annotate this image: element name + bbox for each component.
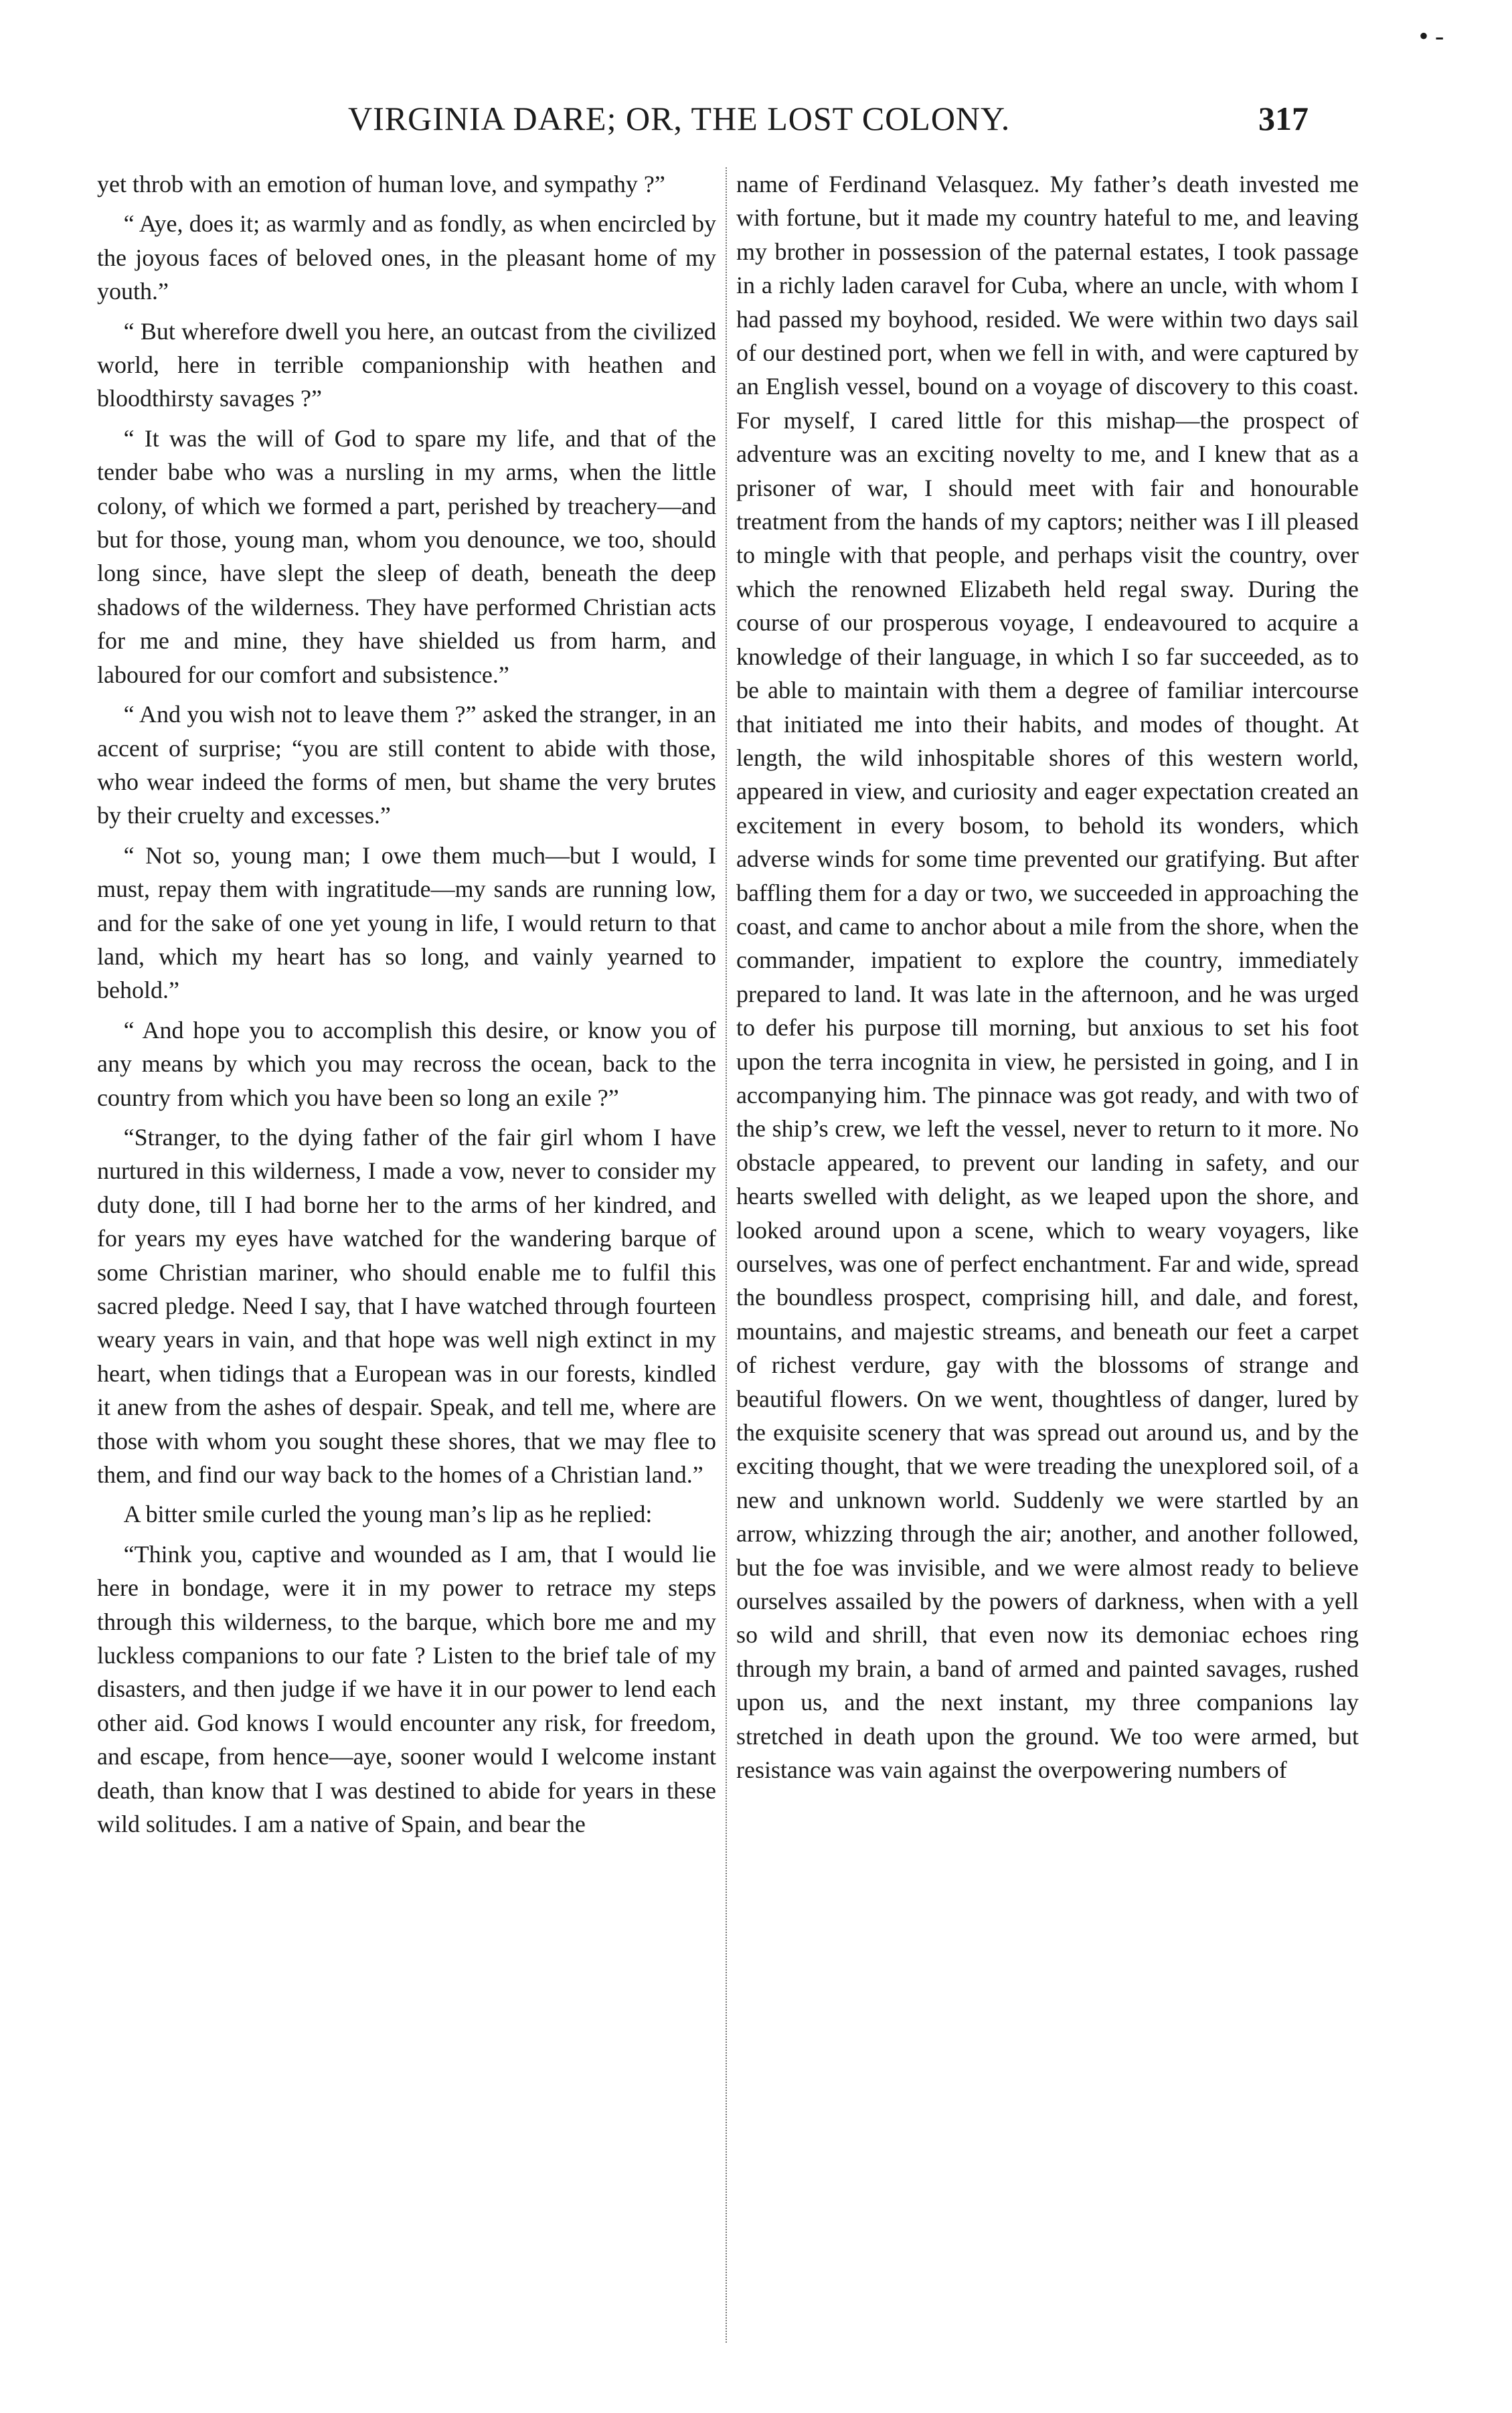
running-title: VIRGINIA DARE; OR, THE LOST COLONY. — [348, 100, 1011, 137]
paragraph: “Stranger, to the dying father of the fair girl whom I have nurtured in this wilderness, I made a vow, never to consider my duty done, till I had borne her to the arms of her kindred, and for years my eyes have watched for the wandering barque of some Christian mariner, who should enable me to fulfil this sacred pledge. Need I say, that I have watched through fourteen weary years in vain, and that hope was well nigh extinct in my heart, when tidings that a European was in our forests, kindled it anew from the ashes of despair. Speak, and tell me, where are those with whom you sought these shores, that we may flee to them, and find our way back to the homes of a Christian land.” — [97, 1123, 716, 1489]
paragraph: yet throb with an emotion of human love, and sympathy ?” — [97, 171, 665, 197]
column-divider — [726, 167, 727, 2343]
paragraph: “ Not so, young man; I owe them much—but I would, I must, repay them with ingratitude—my sands are running low, and for the sake of one yet young in life, I would return to that land, which my heart has so long, and vainly yearned to behold.” — [97, 841, 716, 1004]
page-header — [348, 99, 1352, 146]
paragraph: “ And hope you to accomplish this desire, or know you of any means by which you may recross the ocean, back to the country from which you have been so long an exile ?” — [97, 1016, 716, 1111]
paragraph: A bitter smile curled the young man’s lip as he replied: — [123, 1501, 653, 1528]
paragraph: “Think you, captive and wounded as I am, that I would lie here in bondage, were it in my power to retrace my steps through this wilderness, to the barque, which bore me and my luckless companions to our fate ? Listen to the brief tale of my disasters, and then judge if we have it in our power to lend each other aid. God knows I would encounter any risk, for freedom, and escape, from hence—aye, sooner would I welcome instant death, than know that I was destined to abide for years in these wild solitudes. I am a native of Spain, and bear the — [97, 1540, 716, 1838]
page-number: 317 — [1258, 100, 1309, 137]
corner-mark: • - — [1419, 21, 1444, 51]
paragraph: name of Ferdinand Velasquez. My father’s death invested me with fortune, but it made my country hateful to me, and leaving my brother in possession of the paternal estates, I took passage in a richly laden caravel for Cuba, where an uncle, with whom I had passed my boyhood, resided. We were within two days sail of our destined port, when we fell in with, and were captured by an English vessel, bound on a voyage of discovery to this coast. For myself, I cared little for this mishap—the prospect of adventure was an exciting novelty to me, and I knew that as a prisoner of war, I should meet with fair and honourable treatment from the hands of my captors; neither was I ill pleased to mingle with that people, and perhaps visit the country, over which the renowned Elizabeth held regal sway. During the course of our prosperous voyage, I endeavoured to acquire a knowledge of their language, in which I so far succeeded, as to be able to maintain with them a degree of familiar intercourse that initiated me into their habits, and modes of thought. At length, the wild inhospitable shores of this western world, appeared in view, and curiosity and eager expectation created an excitement in every bosom, to behold its wonders, which adverse winds for some time prevented our gratifying. But after baffling them for a day or two, we succeeded in approaching the coast, and came to anchor about a mile from the shore, when the commander, impatient to explore the country, immediately prepared to land. It was late in the afternoon, and he was urged to defer his purpose till morning, but anxious to set his foot upon the terra incognita in view, he persisted in going, and I in accompanying him. The pinnace was got ready, and with two of the ship’s crew, we left the vessel, never to return to it more. No obstacle appeared, to prevent our landing in safety, and our hearts swelled with delight, as we leaped upon the shore, and looked around upon a scene, which to weary voyagers, like ourselves, was one of perfect enchantment. Far and wide, spread the boundless prospect, comprising hill, and dale, and forest, mountains, and majestic streams, and beneath our feet a carpet of richest verdure, gay with the blossoms of strange and beautiful flowers. On we went, thoughtless of danger, lured by the exquisite scenery that was spread out around us, and by the exciting thought, that we were treading the unexplored soil, of a new and unknown world. Suddenly we were startled by an arrow, whizzing through the air; another, and another followed, but the foe was invisible, and we were almost ready to believe ourselves assailed by the powers of darkness, when with a yell so wild and shrill, that even now its demoniac echoes ring through my brain, a band of armed and painted savages, rushed upon us, and the next instant, my three companions lay stretched in death upon the ground. We too were armed, but resistance was vain against the overpowering numbers of — [736, 171, 1359, 1784]
paragraph: “ Aye, does it; as warmly and as fondly, as when encircled by the joyous faces of beloved ones, in the pleasant home of my youth.” — [97, 210, 716, 305]
paragraph: “ But wherefore dwell you here, an outcast from the civilized world, here in terrible companionship with heathen and bloodthirsty savages ?” — [97, 317, 716, 412]
left-column — [97, 167, 716, 1847]
paragraph: “ And you wish not to leave them ?” asked the stranger, in an accent of surprise; “you are still content to abide with those, who wear indeed the forms of men, but shame the very brutes by their cruelty and excesses.” — [97, 701, 716, 829]
paragraph: “ It was the will of God to spare my life, and that of the tender babe who was a nursling in my arms, when the little colony, of which we formed a part, perished by treachery—and but for those, young man, whom you denounce, we too, should long since, have slept the sleep of death, beneath the deep shadows of the wilderness. They have performed Christian acts for me and mine, they have shielded us from harm, and laboured for our comfort and subsistence.” — [97, 424, 716, 688]
right-column — [736, 167, 1359, 1793]
